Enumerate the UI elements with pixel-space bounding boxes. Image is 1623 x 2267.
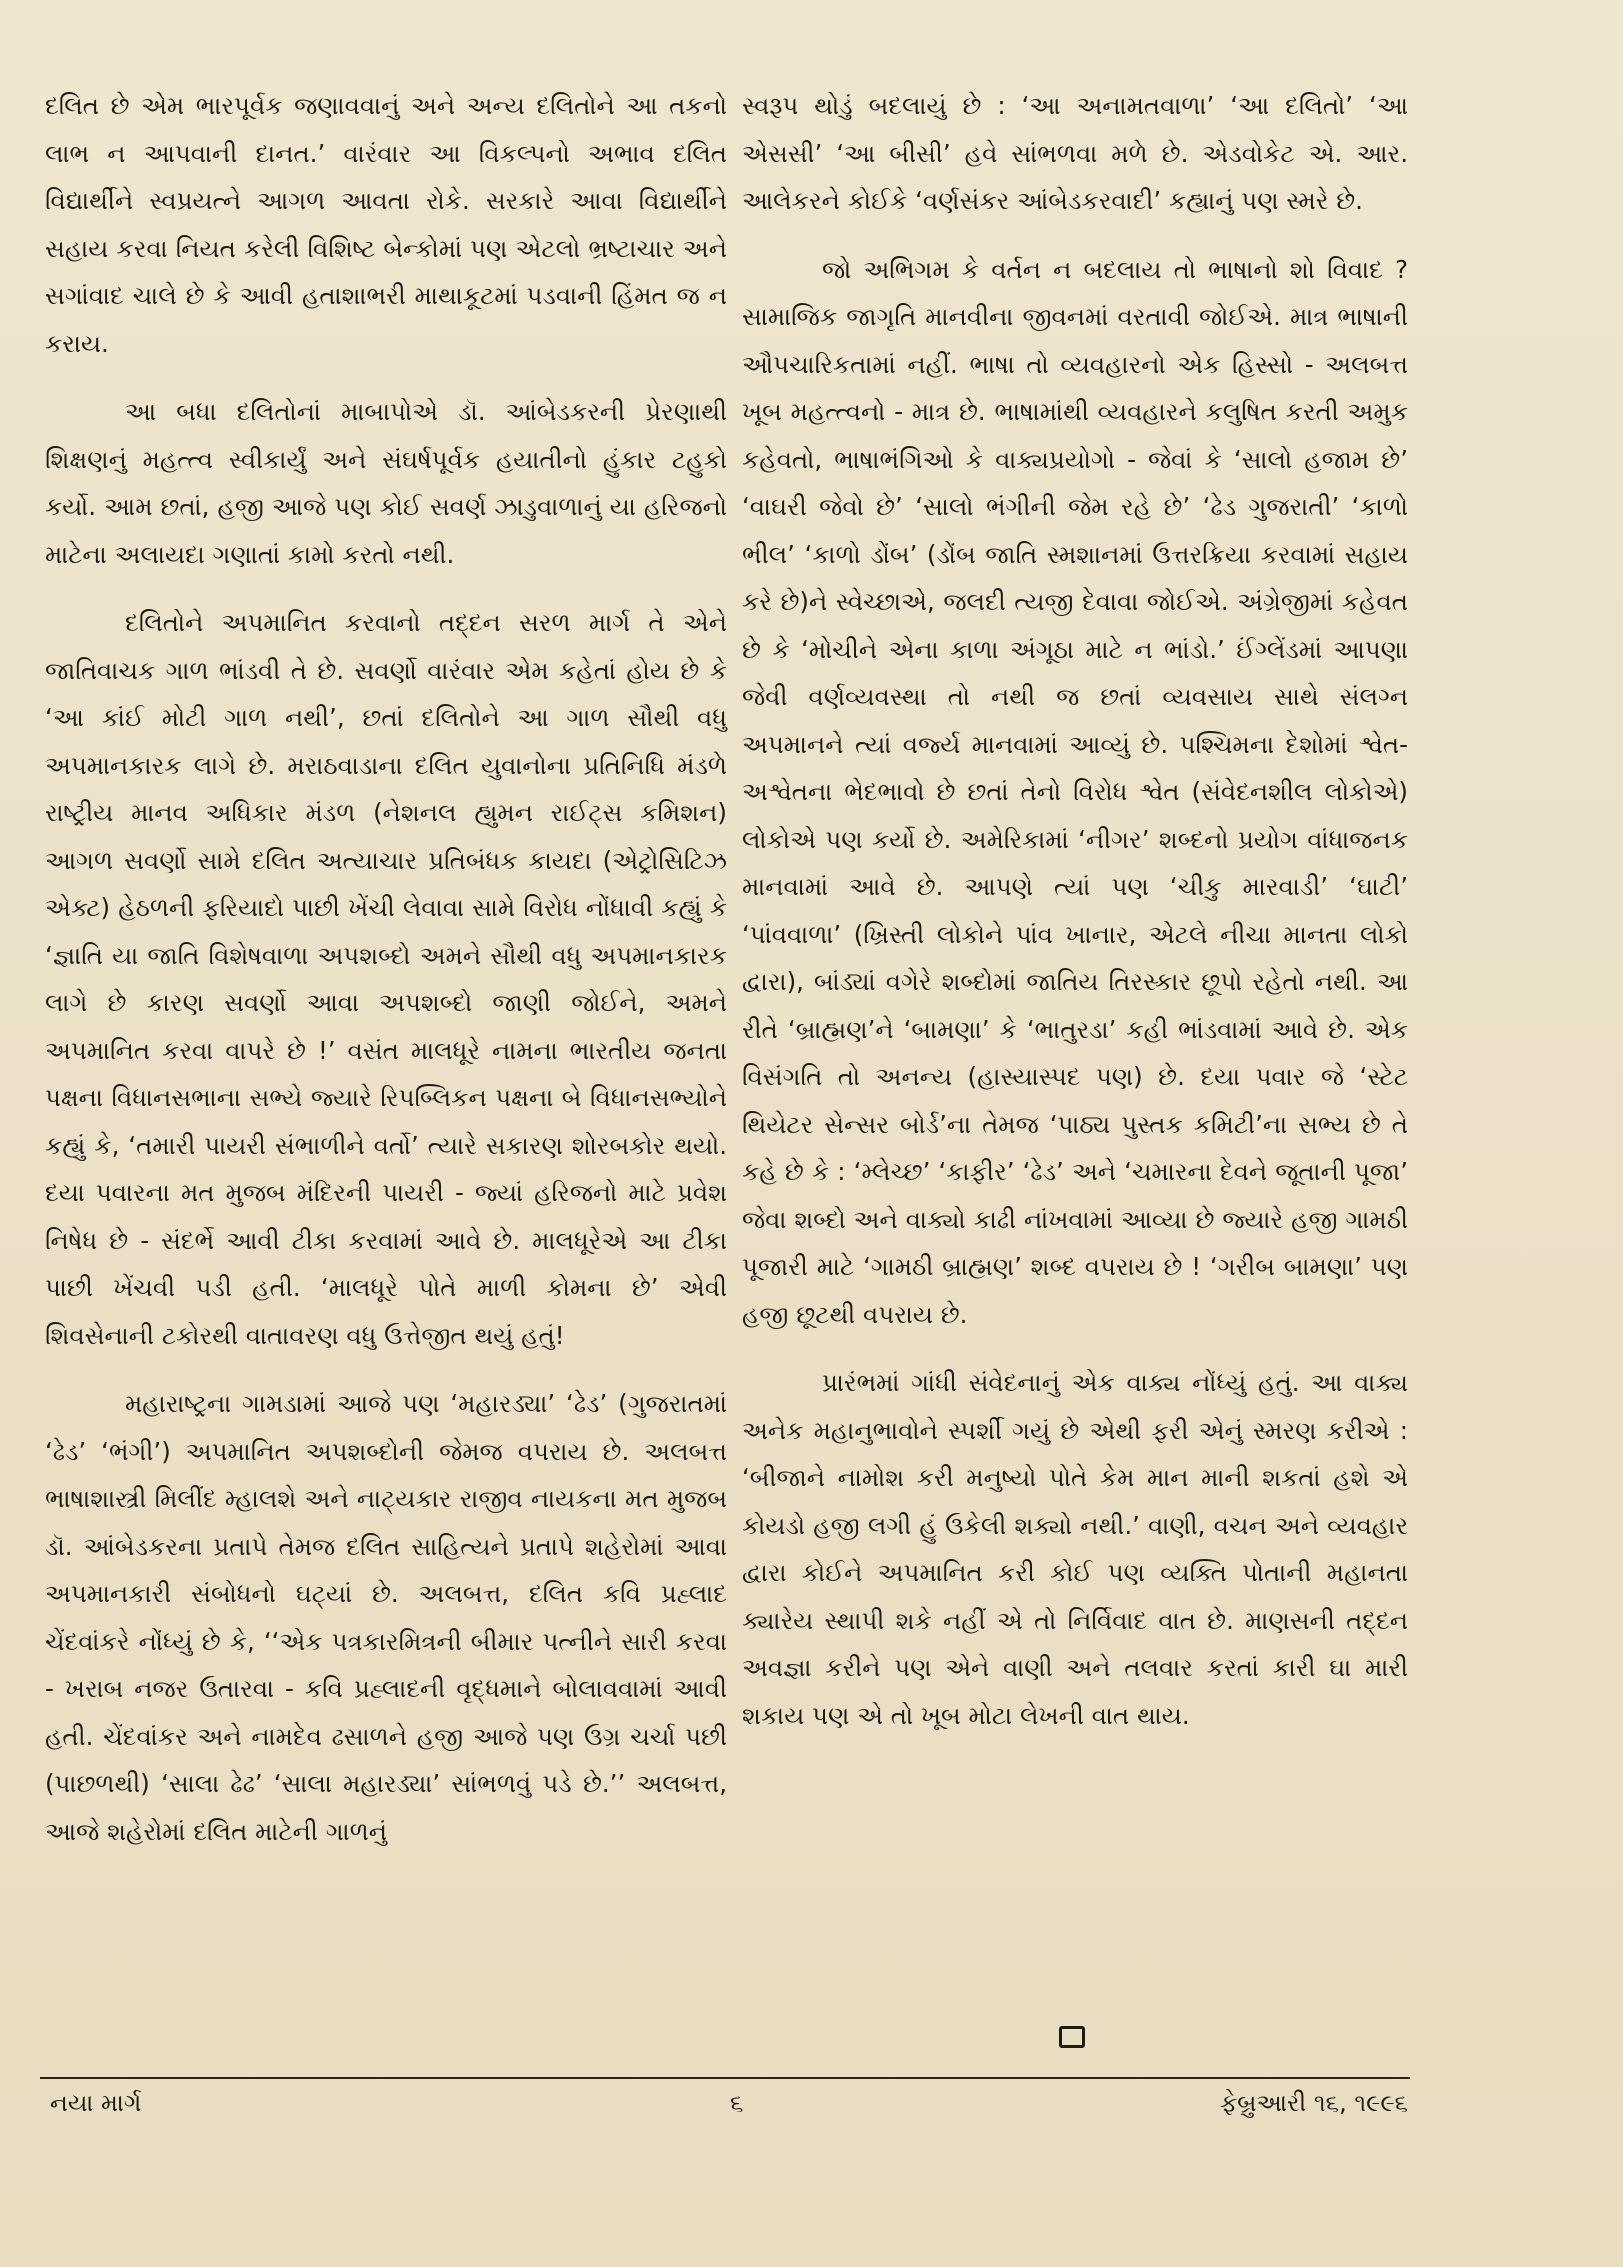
- paragraph: આ બધા દલિતોનાં માબાપોએ ડૉ. આંબેડકરની પ્રેરણાથી શિક્ષણનું મહત્ત્વ સ્વીકાર્યું અને સંઘર્ષપૂર્વક હયાતીનો હુંકાર ટહુકો કર્યો. આમ છતાં, હજી આજે પણ કોઈ સવર્ણ ઝાડુવાળાનું યા હરિજનો માટેના અલાયદા ગણાતાં કામો કરતો નથી.: [45, 397, 727, 569]
- issue-date: ફેબ્રુઆરી ૧૬, ૧૯૯૬: [1220, 2089, 1408, 2117]
- paragraph: દલિત છે એમ ભારપૂર્વક જણાવવાનું અને અન્ય દલિતોને આ તકનો લાભ ન આપવાની દાનત.’ વારંવાર આ વિકલ્પનો અભાવ દલિત વિદ્યાર્થીને સ્વપ્રયત્ને આગળ આવતા રોકે. સરકારે આવા વિદ્યાર્થીને સહાય કરવા નિયત કરેલી વિશિષ્ટ બેન્કોમાં પણ એટલો ભ્રષ્ટાચાર અને સગાંવાદ ચાલે છે કે આવી હતાશાભરી માથાકૂટમાં પડવાની હિંમત જ ન કરાય.: [45, 91, 727, 358]
- left-text-column: [45, 82, 727, 1876]
- footer-divider: [40, 2077, 1410, 2079]
- article-end-square-icon: [1059, 2026, 1085, 2048]
- publication-name: નયા માર્ગ: [50, 2089, 142, 2117]
- page-number: ૬: [730, 2089, 744, 2117]
- right-text-column: [742, 82, 1408, 1760]
- paragraph: મહારાષ્ટ્રના ગામડામાં આજે પણ ‘મહારડ્યા’ ‘ઢેડ’ (ગુજરાતમાં ‘ઢેડ’ ‘ભંગી’) અપમાનિત અપશબ્દોની જેમજ વપરાય છે. અલબત્ત ભાષાશાસ્ત્રી મિલીંદ મ્હાલશે અને નાટ્યકાર રાજીવ નાયકના મત મુજબ ડૉ. આંબેડકરના પ્રતાપે તેમજ દલિત સાહિત્યને પ્રતાપે શહેરોમાં આવા અપમાનકારી સંબોધનો ઘટ્યાં છે. અલબત્ત, દલિત કવિ પ્રહ્લાદ ચેંદવાંકરે નોંધ્યું છે કે, ‘‘એક પત્રકારમિત્રની બીમાર પત્નીને સારી કરવા - ખરાબ નજર ઉતારવા - કવિ પ્રહ્લાદની વૃદ્ધમાને બોલાવવામાં આવી હતી. ચેંદવાંકર અને નામદેવ ઢસાળને હજી આજે પણ ઉગ્ર ચર્ચા પછી (પાછળથી) ‘સાલા ઢેઢ’ ‘સાલા મહારડ્યા’ સાંભળવું પડે છે.’’ અલબત્ત, આજે શહેરોમાં દલિત માટેની ગાળનું: [45, 1389, 727, 1846]
- paragraph: દલિતોને અપમાનિત કરવાનો તદ્દન સરળ માર્ગ તે એને જાતિવાચક ગાળ ભાંડવી તે છે. સવર્ણો વારંવાર એમ કહેતાં હોય છે કે ‘આ કાંઈ મોટી ગાળ નથી’, છતાં દલિતોને આ ગાળ સૌથી વધુ અપમાનકારક લાગે છે. મરાઠવાડાના દલિત યુવાનોના પ્રતિનિધિ મંડળે રાષ્ટ્રીય માનવ અધિકાર મંડળ (નેશનલ હ્યુમન રાઈટ્સ કમિશન) આગળ સવર્ણો સામે દલિત અત્યાચાર પ્રતિબંધક કાયદા (એટ્રોસિટિઝ એક્ટ) હેઠળની ફરિયાદો પાછી ખેંચી લેવાવા સામે વિરોધ નોંધાવી કહ્યું કે ‘જ્ઞાતિ યા જાતિ વિશેષવાળા અપશબ્દો અમને સૌથી વધુ અપમાનકારક લાગે છે કારણ સવર્ણો આવા અપશબ્દો જાણી જોઈને, અમને અપમાનિત કરવા વાપરે છે !’ વસંત માલધૂરે નામના ભારતીય જનતા પક્ષના વિધાનસભાના સભ્યે જ્યારે રિપબ્લિકન પક્ષના બે વિધાનસભ્યોને કહ્યું કે, ‘તમારી પાયરી સંભાળીને વર્તો’ ત્યારે સકારણ શોરબકોર થયો. દયા પવારના મત મુજબ મંદિરની પાયરી - જ્યાં હરિજનો માટે પ્રવેશ નિષેધ છે - સંદર્ભે આવી ટીકા કરવામાં આવે છે. માલધૂરેએ આ ટીકા પાછી ખેંચવી પડી હતી. ‘માલધૂરે પોતે માળી કોમના છે’ એવી શિવસેનાની ટકોરથી વાતાવરણ વધુ ઉત્તેજીત થયું હતું!: [45, 608, 727, 1350]
- paragraph: પ્રારંભમાં ગાંધી સંવેદનાનું એક વાક્ય નોંધ્યું હતું. આ વાક્ય અનેક મહાનુભાવોને સ્પર્શી ગયું છે એથી ફરી એનું સ્મરણ કરીએ : ‘બીજાને નામોશ કરી મનુષ્યો પોતે કેમ માન માની શકતાં હશે એ કોયડો હજી લગી હું ઉકેલી શક્યો નથી.’ વાણી, વચન અને વ્યવહાર દ્વારા કોઈને અપમાનિત કરી કોઈ પણ વ્યક્તિ પોતાની મહાનતા ક્યારેય સ્થાપી શકે નહીં એ તો નિર્વિવાદ વાત છે. માણસની તદ્દન અવજ્ઞા કરીને પણ એને વાણી અને તલવાર કરતાં કારી ઘા મારી શકાય પણ એ તો ખૂબ મોટા લેખની વાત થાય.: [742, 1368, 1408, 1730]
- paragraph: જો અભિગમ કે વર્તન ન બદલાય તો ભાષાનો શો વિવાદ ? સામાજિક જાગૃતિ માનવીના જીવનમાં વરતાવી જોઈએ. માત્ર ભાષાની ઔપચારિકતામાં નહીં. ભાષા તો વ્યવહારનો એક હિસ્સો - અલબત્ત ખૂબ મહત્ત્વનો - માત્ર છે. ભાષામાંથી વ્યવહારને કલુષિત કરતી અમુક કહેવતો, ભાષાભંગિઓ કે વાક્યપ્રયોગો - જેવાં કે ‘સાલો હજામ છે’ ‘વાઘરી જેવો છે’ ‘સાલો ભંગીની જેમ રહે છે’ ‘ઢેડ ગુજરાતી’ ‘કાળો ભીલ’ ‘કાળો ડોંબ’ (ડોંબ જાતિ સ્મશાનમાં ઉત્તરક્રિયા કરવામાં સહાય કરે છે)ને સ્વેચ્છાએ, જલદી ત્યજી દેવાવા જોઈએ. અંગ્રેજીમાં કહેવત છે કે ‘મોચીને એના કાળા અંગૂઠા માટે ન ભાંડો.’ ઈંગ્લેંડમાં આપણા જેવી વર્ણવ્યવસ્થા તો નથી જ છતાં વ્યવસાય સાથે સંલગ્ન અપમાનને ત્યાં વર્જ્ય માનવામાં આવ્યું છે. પશ્ચિમના દેશોમાં શ્વેત-અશ્વેતના ભેદભાવો છે છતાં તેનો વિરોધ શ્વેત (સંવેદનશીલ લોકોએ) લોકોએ પણ કર્યો છે. અમેરિકામાં ‘નીગર’ શબ્દનો પ્રયોગ વાંધાજનક માનવામાં આવે છે. આપણે ત્યાં પણ ‘ચીકુ મારવાડી’ ‘ઘાટી’ ‘પાંવવાળા’ (ખ્રિસ્તી લોકોને પાંવ ખાનાર, એટલે નીચા માનતા લોકો દ્વારા), બાંડ્યાં વગેરે શબ્દોમાં જાતિય તિરસ્કાર છૂપો રહેતો નથી. આ રીતે ‘બ્રાહ્મણ’ને ‘બામણા’ કે ‘ભાતુરડા’ કહી ભાંડવામાં આવે છે. એક વિસંગતિ તો અનન્ય (હાસ્યાસ્પદ પણ) છે. દયા પવાર જે ‘સ્ટેટ થિયેટર સેન્સર બોર્ડ’ના તેમજ ‘પાઠ્ય પુસ્તક કમિટી’ના સભ્ય છે તે કહે છે કે : ‘મ્લેચ્છ’ ‘કાફીર’ ‘ઢેડ’ અને ‘ચમારના દેવને જૂતાની પૂજા’ જેવા શબ્દો અને વાક્યો કાઢી નાંખવામાં આવ્યા છે જ્યારે હજી ગામઠી પૂજારી માટે ‘ગામઠી બ્રાહ્મણ’ શબ્દ વપરાય છે ! ‘ગરીબ બામણા’ પણ હજી છૂટથી વપરાય છે.: [742, 254, 1408, 1329]
- paragraph: સ્વરૂપ થોડું બદલાયું છે : ‘આ અનામતવાળા’ ‘આ દલિતો’ ‘આ એસસી’ ‘આ બીસી’ હવે સાંભળવા મળે છે. એડવોકેટ એ. આર. આલેકરને કોઈકે ‘વર્ણસંકર આંબેડકરવાદી’ કહ્યાનું પણ સ્મરે છે.: [742, 91, 1408, 215]
